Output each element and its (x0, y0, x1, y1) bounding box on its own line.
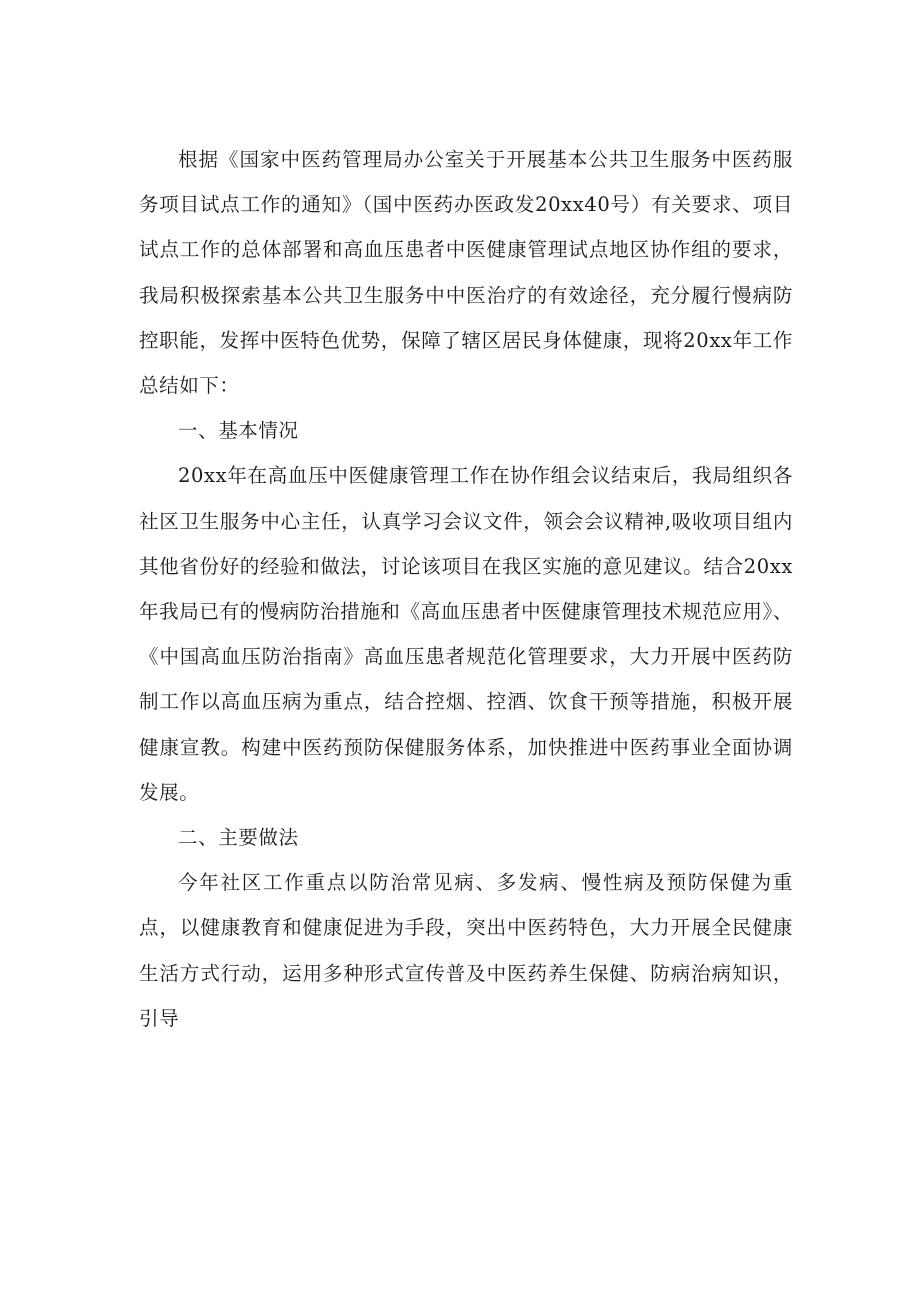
basic-situation-paragraph: 20xx年在高血压中医健康管理工作在协作组会议结束后，我局组织各社区卫生服务中心主任，认真学习会议文件，领会会议精神,吸收项目组内其他省份好的经验和做法，讨论该项目在我区实施的意见建议。结合20xx年我局已有的慢病防治措施和《高血压患者中医健康管理技术规范应用》、《中国高血压防治指南》高血压患者规范化管理要求，大力开展中医药防制工作以高血压病为重点，结合控烟、控酒、饮食干预等措施，积极开展健康宣教。构建中医药预防保健服务体系，加快推进中医药事业全面协调发展。 (139, 464, 793, 804)
intro-paragraph: 根据《国家中医药管理局办公室关于开展基本公共卫生服务中医药服务项目试点工作的通知》（国中医药办医政发20xx40号）有关要求、项目试点工作的总体部署和高血压患者中医健康管理试点地区协作组的要求，我局积极探索基本公共卫生服务中中医治疗的有效途径，充分履行慢病防控职能，发挥中医特色优势，保障了辖区居民身体健康，现将20xx年工作总结如下： (139, 148, 793, 398)
document-body (139, 137, 793, 1041)
section-heading-basic-situation: 一、基本情况 (178, 419, 299, 443)
section-heading-main-practices: 二、主要做法 (178, 826, 299, 850)
main-practices-paragraph: 今年社区工作重点以防治常见病、多发病、慢性病及预防保健为重点，以健康教育和健康促进为手段，突出中医药特色，大力开展全民健康生活方式行动，运用多种形式宣传普及中医药养生保健、防病治病知识，引导 (139, 871, 793, 1030)
